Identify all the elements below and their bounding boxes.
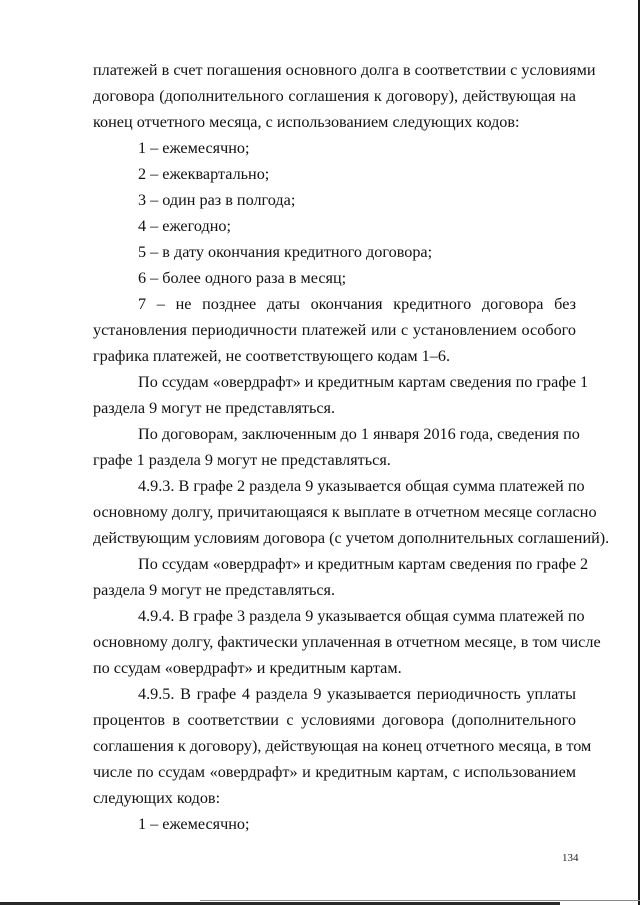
- paragraph-line: платежей в счет погашения основного долга в соответствии с условиями: [93, 61, 596, 79]
- list-item: 3 – один раз в полгода;: [138, 191, 296, 209]
- paragraph-line: раздела 9 могут не представляться.: [93, 399, 336, 417]
- paragraph-line: 4.9.4. В графе 3 раздела 9 указывается общая сумма платежей по: [138, 607, 585, 625]
- paragraph-line: основному долгу, фактически уплаченная в отчетном месяце, в том числе: [93, 633, 601, 651]
- list-item: 4 – ежегодно;: [138, 217, 231, 235]
- paragraph-line: раздела 9 могут не представляться.: [93, 581, 336, 599]
- paragraph-line: По договорам, заключенным до 1 января 2016 года, сведения по: [138, 425, 580, 443]
- paragraph-line: 4.9.3. В графе 2 раздела 9 указывается общая сумма платежей по: [138, 477, 585, 495]
- paragraph-line: 4.9.5. В графе 4 раздела 9 указывается периодичность уплаты: [138, 685, 576, 703]
- paragraph-line: конец отчетного месяца, с использованием следующих кодов:: [93, 113, 520, 131]
- paragraph-line: установления периодичности платежей или с установлением особого: [93, 321, 576, 339]
- paragraph-line: договора (дополнительного соглашения к договору), действующая на: [93, 87, 576, 105]
- paragraph-line: по ссудам «овердрафт» и кредитным картам.: [93, 659, 402, 677]
- paragraph-line: По ссудам «овердрафт» и кредитным картам сведения по графе 1: [138, 373, 589, 391]
- paragraph-line: графе 1 раздела 9 могут не представляться.: [93, 451, 391, 469]
- scan-edge-shadow: [200, 900, 640, 901]
- list-item: 1 – ежемесячно;: [138, 815, 250, 833]
- page-number: 134: [562, 852, 579, 864]
- list-item: 2 – ежеквартально;: [138, 165, 270, 183]
- paragraph-line: следующих кодов:: [93, 789, 221, 807]
- list-item: 5 – в дату окончания кредитного договора;: [138, 243, 433, 261]
- paragraph-line: процентов в соответствии с условиями договора (дополнительного: [93, 711, 576, 729]
- list-item: 6 – более одного раза в месяц;: [138, 269, 347, 287]
- paragraph-line: По ссудам «овердрафт» и кредитным картам сведения по графе 2: [138, 555, 589, 573]
- paragraph-line: 7 – не позднее даты окончания кредитного договора без: [138, 295, 576, 313]
- paragraph-line: действующим условиям договора (с учетом дополнительных соглашений).: [93, 529, 610, 547]
- paragraph-line: числе по ссудам «овердрафт» и кредитным картам, с использованием: [93, 763, 576, 781]
- paragraph-line: соглашения к договору), действующая на конец отчетного месяца, в том: [93, 737, 592, 755]
- paragraph-line: графика платежей, не соответствующего кодам 1–6.: [93, 347, 450, 365]
- paragraph-line: основному долгу, причитающаяся к выплате в отчетном месяце согласно: [93, 503, 597, 521]
- list-item: 1 – ежемесячно;: [138, 139, 250, 157]
